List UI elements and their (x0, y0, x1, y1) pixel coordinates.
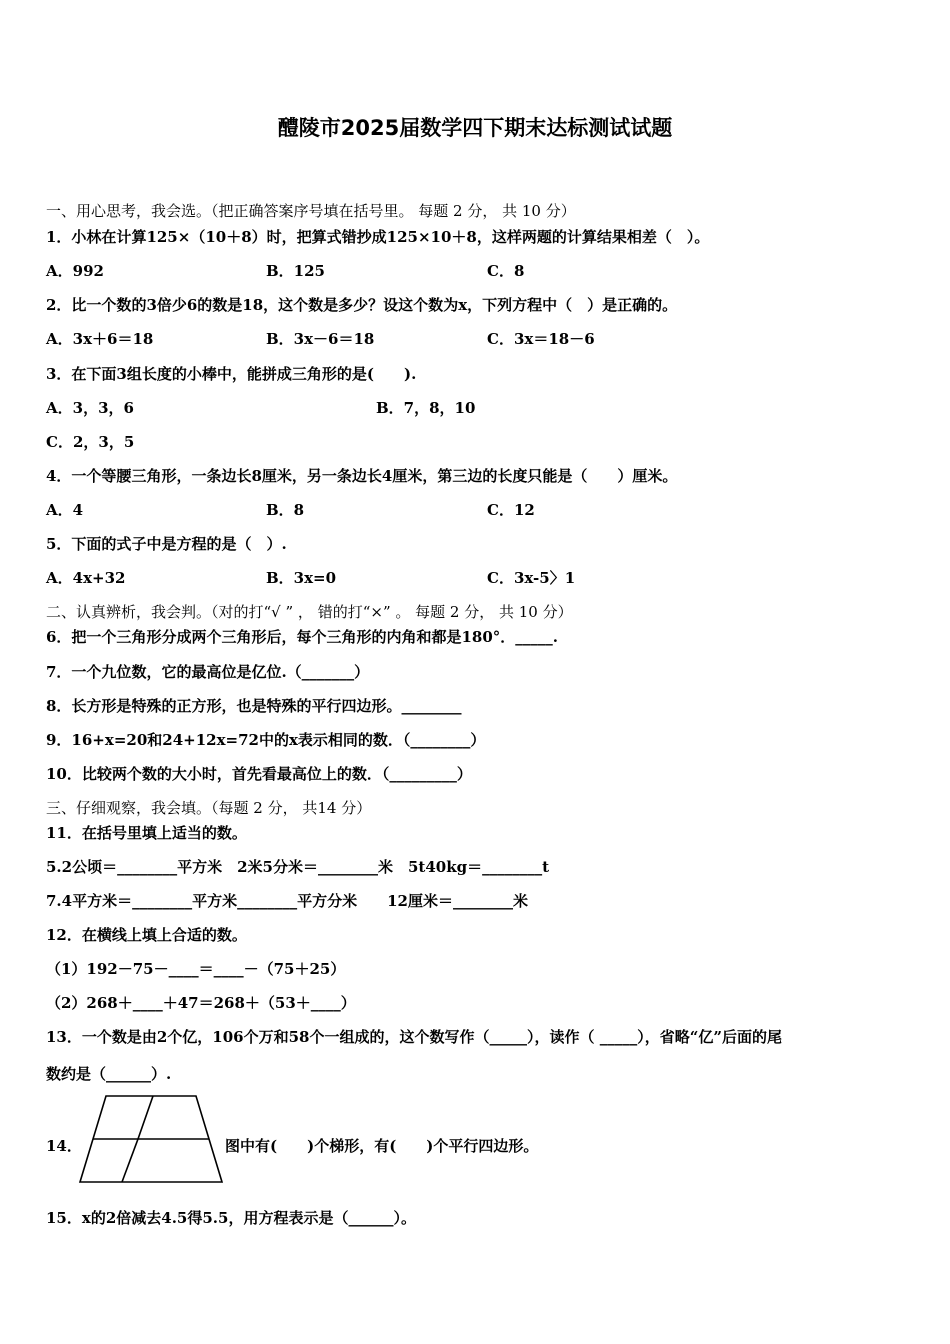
question-12-line-1: （1）192－75－____＝____－（75＋25） (46, 960, 346, 978)
q2-option-a: A．3x＋6＝18 (46, 330, 154, 348)
q1-option-b: B．125 (266, 262, 325, 280)
q1-option-c: C．8 (487, 262, 525, 280)
question-11-line-2: 7.4平方米＝________平方米________平方分米 12厘米＝________米 (46, 892, 528, 910)
question-5: 5．下面的式子中是方程的是（ ）. (46, 535, 287, 553)
question-12-line-2: （2）268＋____＋47＝268＋（53＋____） (46, 994, 356, 1012)
q4-option-c: C．12 (487, 501, 535, 519)
q2-option-c: C．3x＝18－6 (487, 330, 595, 348)
question-2: 2．比一个数的3倍少6的数是18，这个数是多少？设这个数为x，下列方程中（ ）是正确的。 (46, 296, 678, 314)
question-14: 图中有( )个梯形，有( )个平行四边形。 (225, 1137, 539, 1155)
question-4: 4．一个等腰三角形，一条边长8厘米，另一条边长4厘米，第三边的长度只能是（ ）厘米。 (46, 467, 678, 485)
section-heading-2: 二、认真辨析，我会判。（对的打“√ ” ， 错的打“×” 。 每题 2 分， 共 10 分） (46, 603, 573, 621)
question-3: 3．在下面3组长度的小棒中，能拼成三角形的是( ). (46, 365, 417, 383)
question-13-line-1: 13．一个数是由2个亿，106个万和58个一组成的，这个数写作（_____），读作（ _____），省略“亿”后面的尾 (46, 1028, 782, 1046)
question-14-number: 14． (46, 1137, 82, 1155)
q3-option-c: C．2，3，5 (46, 433, 135, 451)
q2-option-b: B．3x－6＝18 (266, 330, 375, 348)
question-9: 9．16+x=20和24+12x=72中的x表示相同的数．（________） (46, 731, 486, 749)
question-1: 1．小林在计算125×（10＋8）时，把算式错抄成125×10＋8，这样两题的计算结果相差（ ）。 (46, 228, 710, 246)
question-6: 6．把一个三角形分成两个三角形后，每个三角形的内角和都是180°．_____. (46, 628, 558, 646)
question-11: 11．在括号里填上适当的数。 (46, 824, 247, 842)
question-10: 10．比较两个数的大小时，首先看最高位上的数．（_________） (46, 765, 472, 783)
question-11-line-1: 5.2公顷＝________平方米 2米5分米＝________米 5t40kg＝________t (46, 858, 550, 876)
question-15: 15．x的2倍减去4.5得5.5，用方程表示是（______）。 (46, 1209, 416, 1227)
question-7: 7．一个九位数，它的最高位是亿位.（_______） (46, 663, 370, 681)
q5-option-a: A．4x+32 (46, 569, 126, 587)
q5-option-b: B．3x=0 (266, 569, 337, 587)
q1-option-a: A．992 (46, 262, 104, 280)
question-8: 8．长方形是特殊的正方形，也是特殊的平行四边形。________ (46, 697, 462, 715)
q4-option-b: B．8 (266, 501, 305, 519)
q3-option-b: B．7，8，10 (376, 399, 476, 417)
question-12: 12．在横线上填上合适的数。 (46, 926, 247, 944)
page-title: 醴陵市2025届数学四下期末达标测试试题 (277, 116, 673, 140)
q4-option-a: A．4 (46, 501, 84, 519)
trapezoid-figure (78, 1094, 224, 1186)
section-heading-3: 三、仔细观察，我会填。（每题 2 分， 共14 分） (46, 799, 372, 817)
q3-option-a: A．3，3，6 (46, 399, 134, 417)
section-heading-1: 一、用心思考，我会选。（把正确答案序号填在括号里。 每题 2 分， 共 10 分） (46, 202, 576, 220)
q5-option-c: C．3x-5〉1 (487, 569, 576, 587)
question-13-line-2: 数约是（______）. (46, 1065, 172, 1083)
